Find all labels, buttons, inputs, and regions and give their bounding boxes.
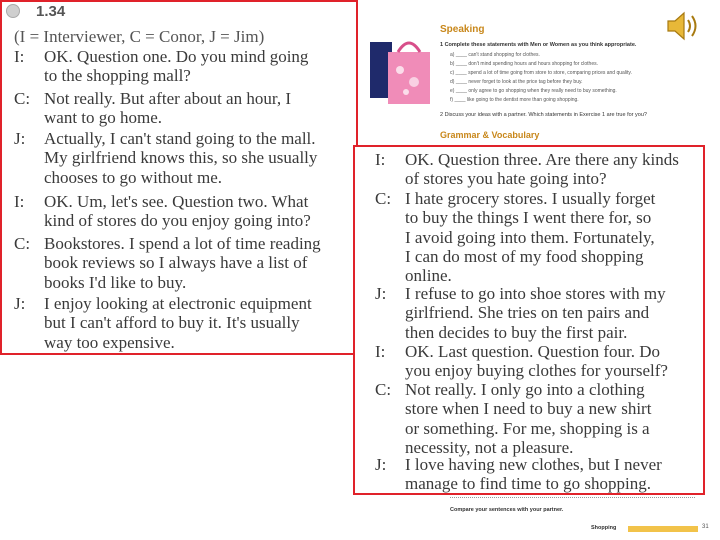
speaker-label: J: (14, 129, 26, 148)
exercise-line: c) ____ spend a lot of time going from store to store, comparing prices and quality. (450, 70, 632, 76)
turn-text: OK. Um, let's see. Question two. What kind of stores do you enjoy going into? (44, 192, 311, 231)
turn-text: Bookstores. I spend a lot of time reading book reviews so I always have a list of books I'd like to buy. (44, 234, 321, 292)
speaker-label: J: (14, 294, 26, 313)
exercise-line: f) ____ like going to the dentist more than going shopping. (450, 97, 579, 103)
footer-unit-bar (628, 526, 698, 532)
turn-text: I enjoy looking at electronic equipment but I can't afford to buy it. It's usually way too expensive. (44, 294, 312, 352)
transcript-box-left (0, 0, 358, 355)
exercise-line: e) ____ only agree to go shopping when they really need to buy something. (450, 88, 617, 94)
speaker-label: C: (375, 380, 392, 399)
audio-track-icon (6, 4, 20, 18)
speaker-label: I: (375, 342, 386, 361)
turn-text: I refuse to go into shoe stores with my girlfriend. She tries on ten pairs and then decides to buy the first pair. (405, 284, 666, 342)
exercise-line: b) ____ don't mind spending hours and hours shopping for clothes. (450, 61, 598, 67)
turn-text: I hate grocery stores. I usually forget to buy the things I went there for, so I avoid going into them. Fortunately, I can do most of my food shopping online. (405, 189, 656, 286)
compare-instruction: Compare your sentences with your partner. (450, 507, 564, 513)
shopping-bag-image (370, 30, 432, 108)
speaker-label: I: (14, 192, 25, 211)
exercise-line: a) ____ can't stand shopping for clothes. (450, 52, 540, 58)
turn-text: OK. Question one. Do you mind going to the shopping mall? (44, 47, 309, 86)
track-number: 1.34 (36, 3, 66, 20)
speaker-icon[interactable] (662, 8, 702, 44)
divider (450, 497, 695, 499)
exercise-line: d) ____ never forget to look at the price tag before they buy. (450, 79, 583, 85)
turn-text: Not really. But after about an hour, I want to go home. (44, 89, 291, 128)
footer-page-number: 31 (702, 524, 709, 530)
turn-text: OK. Last question. Question four. Do you enjoy buying clothes for yourself? (405, 342, 668, 381)
footer-section-name: Shopping (591, 525, 617, 531)
exercise-1-lines (450, 52, 700, 106)
speaking-heading: Speaking (440, 24, 485, 35)
turn-text: OK. Question three. Are there any kinds of stores you hate going into? (405, 150, 679, 189)
turn-text: Actually, I can't stand going to the mall. My girlfriend knows this, so she usually chooses to go without me. (44, 129, 318, 187)
grammar-vocabulary-heading: Grammar & Vocabulary (440, 130, 540, 140)
speaker-label: J: (375, 284, 387, 303)
exercise-2-instruction: 2 Discuss your ideas with a partner. Which statements in Exercise 1 are true for you? (440, 112, 647, 118)
turn-text: I love having new clothes, but I never manage to find time to go shopping. (405, 455, 662, 494)
speaker-legend: (I = Interviewer, C = Conor, J = Jim) (14, 27, 265, 46)
speaker-label: I: (14, 47, 25, 66)
exercise-1-instruction: 1 Complete these statements with Men or Women as you think appropriate. (440, 42, 637, 48)
turn-text: Not really. I only go into a clothing store when I need to buy a new shirt or something. For me, shopping is a necessity, not a pleasure. (405, 380, 652, 457)
speaker-label: C: (14, 234, 31, 253)
speaker-label: C: (375, 189, 392, 208)
transcript-box-right (353, 145, 705, 495)
speaker-label: J: (375, 455, 387, 474)
speaker-label: I: (375, 150, 386, 169)
speaker-label: C: (14, 89, 31, 108)
